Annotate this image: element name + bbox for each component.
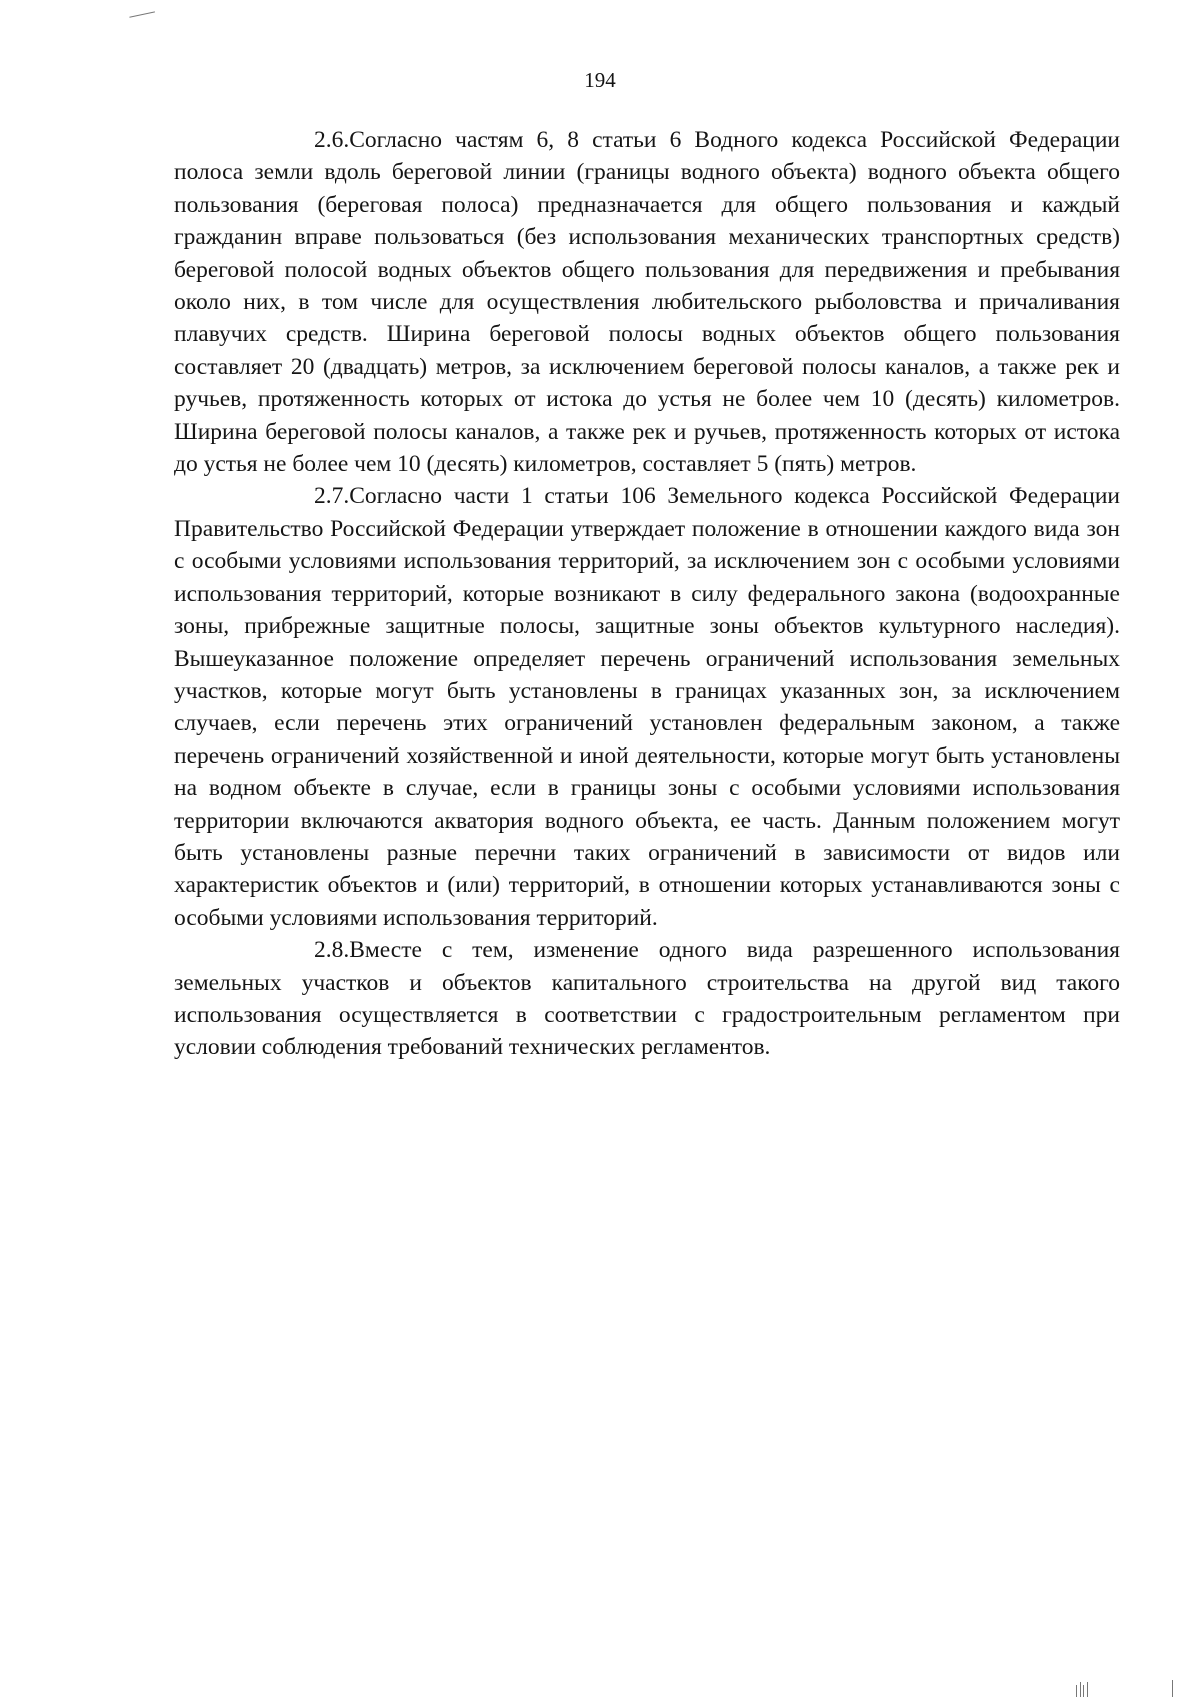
paragraph-number: 2.8. [314,937,350,964]
paragraph-text: Согласно части 1 статьи 106 Земельного кодекса Российской Федерации Правительство Российской Федерации утверждает положение в отношении каждого вида зон с особыми условиями использования территорий, за исключением зон с особыми условиями использования территорий, которые возникают в силу федерального закона (водоохранные зоны, прибрежные защитные полосы, защитные зоны объектов культурного наследия). Вышеуказанное положение определяет перечень ограничений использования земельных участков, которые могут быть установлены в границах указанных зон, за исключением случаев, если перечень этих ограничений установлен федеральным законом, а также перечень ограничений хозяйственной и иной деятельности, которые могут быть установлены на водном объекте в случае, если в границы зоны с особыми условиями использования территории включаются акватория водного объекта, ее часть. Данным положением могут быть установлены разные перечни таких ограничений в зависимости от видов или характеристик объектов и (или) территорий, в отношении которых устанавливаются зоны с особыми условиями использования территорий. [174,483,1120,931]
paragraph-2-8 [174,934,1120,1064]
scan-mark-top [129,11,156,25]
document-body [174,124,1120,1064]
paragraph-2-6 [174,124,1120,480]
paragraph-text: Вместе с тем, изменение одного вида разрешенного использования земельных участков и объектов капитального строительства на другой вид такого использования осуществляется в соответствии с градостроительным регламентом при условии соблюдения требований технических регламентов. [174,937,1120,1061]
paragraph-2-7 [174,480,1120,934]
scan-mark-bottom [1068,1680,1188,1697]
paragraph-number: 2.7. [314,483,350,510]
page-number: 194 [584,68,616,92]
paragraph-text: Согласно частям 6, 8 статьи 6 Водного кодекса Российской Федерации полоса земли вдоль береговой линии (границы водного объекта) водного объекта общего пользования (береговая полоса) предназначается для общего пользования и каждый гражданин вправе пользоваться (без использования механических транспортных средств) береговой полосой водных объектов общего пользования для передвижения и пребывания около них, в том числе для осуществления любительского рыболовства и причаливания плавучих средств. Ширина береговой полосы водных объектов общего пользования составляет 20 (двадцать) метров, за исключением береговой полосы каналов, а также рек и ручьев, протяженность которых от истока до устья не более чем 10 (десять) километров. Ширина береговой полосы каналов, а также рек и ручьев, протяженность которых от истока до устья не более чем 10 (десять) километров, составляет 5 (пять) метров. [174,127,1120,478]
paragraph-number: 2.6. [314,127,350,153]
